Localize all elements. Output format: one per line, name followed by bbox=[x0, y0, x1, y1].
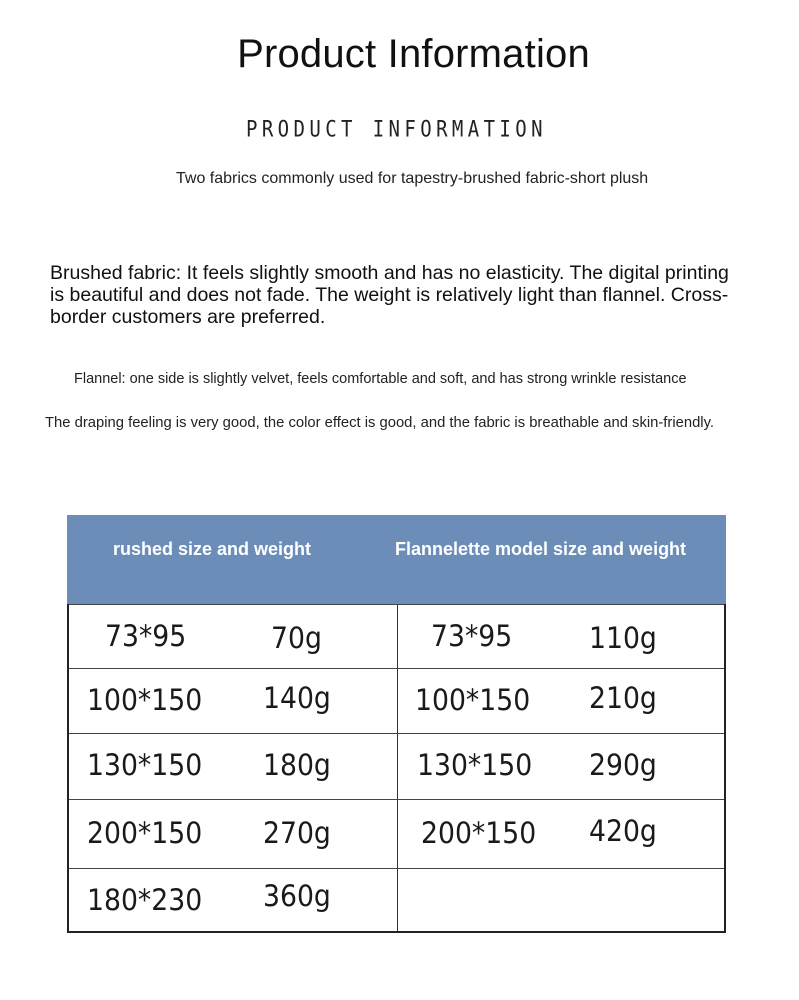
brushed-weight-cell: 270g bbox=[263, 816, 331, 850]
brushed-weight-cell: 360g bbox=[263, 879, 331, 913]
size-weight-table bbox=[67, 515, 726, 933]
brushed-weight-cell: 180g bbox=[263, 748, 331, 782]
flannel-weight-cell: 210g bbox=[589, 681, 657, 715]
brushed-column-header: rushed size and weight bbox=[113, 539, 312, 559]
table-row bbox=[69, 733, 724, 799]
brushed-size-cell: 130*150 bbox=[87, 748, 203, 782]
brushed-size-cell: 100*150 bbox=[87, 683, 203, 717]
flannel-size-cell: 130*150 bbox=[417, 748, 533, 782]
flannel-weight-cell: 420g bbox=[589, 814, 657, 848]
intro-text: Two fabrics commonly used for tapestry-brushed fabric-short plush bbox=[176, 170, 649, 187]
brushed-size-cell: 200*150 bbox=[87, 816, 203, 850]
page-subtitle: PRODUCT INFORMATION bbox=[246, 117, 547, 143]
table-header bbox=[67, 515, 726, 604]
draping-description: The draping feeling is very good, the color effect is good, and the fabric is breathable and skin-friendly. bbox=[45, 415, 714, 431]
flannel-weight-cell: 110g bbox=[589, 621, 657, 655]
flannel-size-cell: 100*150 bbox=[415, 683, 531, 717]
table-body bbox=[67, 604, 726, 933]
flannel-size-cell: 73*95 bbox=[431, 619, 513, 653]
table-row bbox=[69, 604, 724, 668]
page-title: Product Information bbox=[237, 32, 590, 76]
table-row bbox=[69, 668, 724, 733]
brushed-fabric-description: Brushed fabric: It feels slightly smooth and has no elasticity. The digital printing is beautiful and does not fade. The weight is relatively light than flannel. Cross-border customers are preferred. bbox=[50, 262, 729, 328]
brushed-size-cell: 180*230 bbox=[87, 883, 203, 917]
brushed-size-cell: 73*95 bbox=[105, 619, 187, 653]
flannel-column-header: Flannelette model size and weight bbox=[395, 539, 687, 559]
flannel-size-cell: 200*150 bbox=[421, 816, 537, 850]
flannel-weight-cell: 290g bbox=[589, 748, 657, 782]
brushed-weight-cell: 140g bbox=[263, 681, 331, 715]
flannel-description: Flannel: one side is slightly velvet, feels comfortable and soft, and has strong wrinkle resistance bbox=[74, 371, 687, 387]
brushed-weight-cell: 70g bbox=[271, 621, 322, 655]
table-row bbox=[69, 868, 724, 931]
table-row bbox=[69, 799, 724, 868]
